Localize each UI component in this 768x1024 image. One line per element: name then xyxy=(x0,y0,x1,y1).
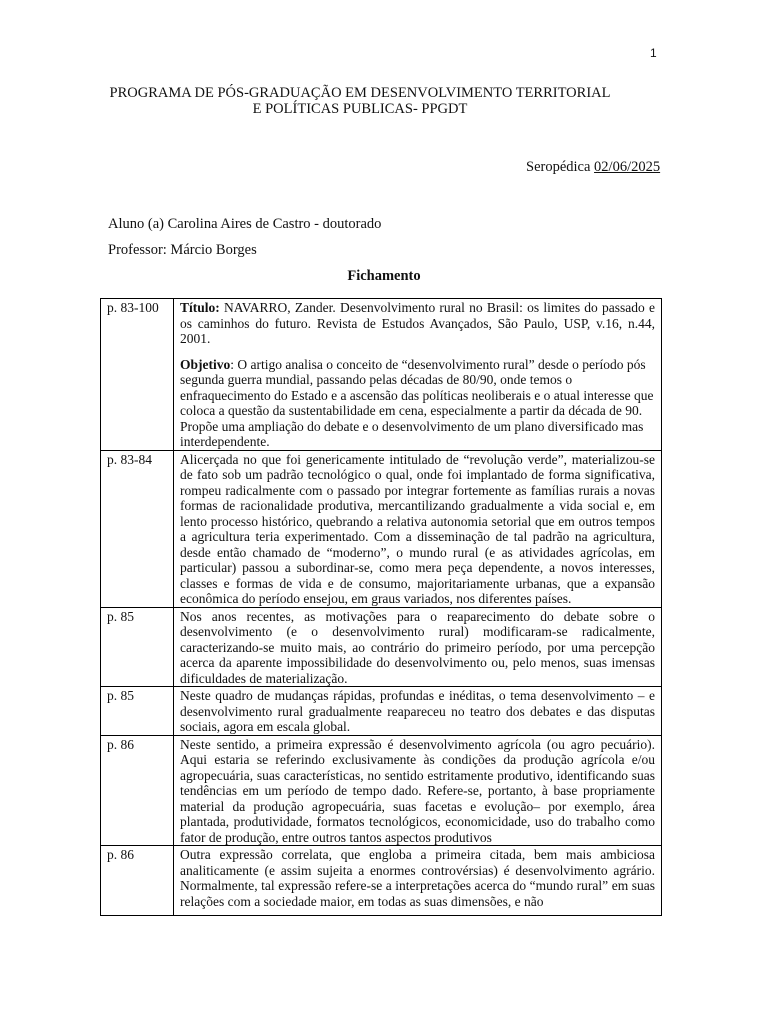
page-reference: p. 85 xyxy=(101,607,174,687)
title-text: NAVARRO, Zander. Desenvolvimento rural no Brasil: os limites do passado e os caminhos do futuro. Revista de Estudos Avançados, São Paulo, USP, v.16, n.44, 2001. xyxy=(180,300,655,346)
table-row xyxy=(101,735,662,846)
page-number: 1 xyxy=(650,46,657,60)
reference-cell xyxy=(174,299,662,451)
place-date xyxy=(526,159,660,176)
quote-text: Outra expressão correlata, que engloba a primeira citada, bem mais ambiciosa analiticamente (e assim sujeita a enormes controvérsias) é desenvolvimento agrário. Normalmente, tal expressão refere-se a interpretações acerca do “mundo rural” em suas relações com a sociedade maior, em todas as suas dimensões, e não xyxy=(174,846,662,916)
quote-text: Neste sentido, a primeira expressão é desenvolvimento agrícola (ou agro pecuário). Aqui estaria se referindo exclusivamente às condições da produção agrícola e/ou agropecuária, suas características, no sentido estritamente produtivo, identificando suas tendências em um período de tempo dado. Refere-se, portanto, à base propriamente material da produção agropecuária, suas facetas e evolução– por exemplo, área plantada, produtividade, formatos tecnológicos, economicidade, uso do trabalho como fator de produção, entre outros tantos aspectos produtivos xyxy=(174,735,662,846)
quote-text: Nos anos recentes, as motivações para o reaparecimento do debate sobre o desenvolvimento (e o desenvolvimento rural) modificaram-se radicalmente, caracterizando-se muito mais, ao contrário do primeiro período, por uma percepção acerca da aparente impossibilidade do desenvolvimento ou, pelo menos, suas imensas dificuldades de materialização. xyxy=(174,607,662,687)
table-row xyxy=(101,687,662,736)
student-line: Aluno (a) Carolina Aires de Castro - doutorado xyxy=(108,216,382,232)
program-title xyxy=(0,85,720,117)
quote-text: Alicerçada no que foi genericamente intitulado de “revolução verde”, materializou-se de fato sob um padrão tecnológico o qual, onde foi implantado de forma significativa, rompeu radicalmente com o passado por integrar fortemente as famílias rurais a novas formas de racionalidade produtiva, mercantilizando gradualmente a vida social e, em lento processo histórico, quebrando a relativa autonomia setorial que em outros tempos a agricultura teria experimentado. Com a disseminação de tal padrão na agricultura, desde então chamado de “moderno”, o mundo rural (e as atividades agrícolas, em particular) passou a subordinar-se, como mera peça dependente, a novos interesses, classes e formas de vida e de consumo, majoritariamente urbanas, que a expansão econômica do período ensejou, em graus variados, nos diferentes países. xyxy=(174,450,662,607)
objective-block xyxy=(180,357,655,450)
table-row xyxy=(101,450,662,607)
date: 02/06/2025 xyxy=(594,159,661,175)
professor-line: Professor: Márcio Borges xyxy=(108,242,257,258)
program-title-line1: PROGRAMA DE PÓS-GRADUAÇÃO EM DESENVOLVIMENTO TERRITORIAL xyxy=(109,85,611,101)
table-row xyxy=(101,607,662,687)
title-block xyxy=(180,300,655,347)
page-reference: p. 86 xyxy=(101,846,174,916)
section-title: Fichamento xyxy=(347,268,421,284)
place: Seropédica xyxy=(526,159,591,175)
page-reference: p. 83-100 xyxy=(101,299,174,451)
quote-text: Neste quadro de mudanças rápidas, profundas e inéditas, o tema desenvolvimento – e desenvolvimento rural gradualmente reapareceu no teatro dos debates e das disputas sociais, agora em escala global. xyxy=(174,687,662,736)
title-label: Título: xyxy=(180,300,220,315)
notes-table xyxy=(100,298,662,916)
objective-label: Objetivo xyxy=(180,356,231,372)
page-reference: p. 83-84 xyxy=(101,450,174,607)
table-row xyxy=(101,846,662,916)
objective-text: : O artigo analisa o conceito de “desenvolvimento rural” desde o período pós segunda guerra mundial, passando pelas décadas de 80/90, onde temos o enfraquecimento do Estado e a ascensão das políticas neoliberais e o atual interesse que coloca a questão da sustentabilidade em cena, especialmente a partir da década de 90. Propõe uma ampliação do debate e o desenvolvimento de um plano diversificado mas interdependente. xyxy=(180,356,654,449)
table-row xyxy=(101,299,662,451)
page-reference: p. 85 xyxy=(101,687,174,736)
program-title-line2: E POLÍTICAS PUBLICAS- PPGDT xyxy=(252,101,468,117)
page-reference: p. 86 xyxy=(101,735,174,846)
